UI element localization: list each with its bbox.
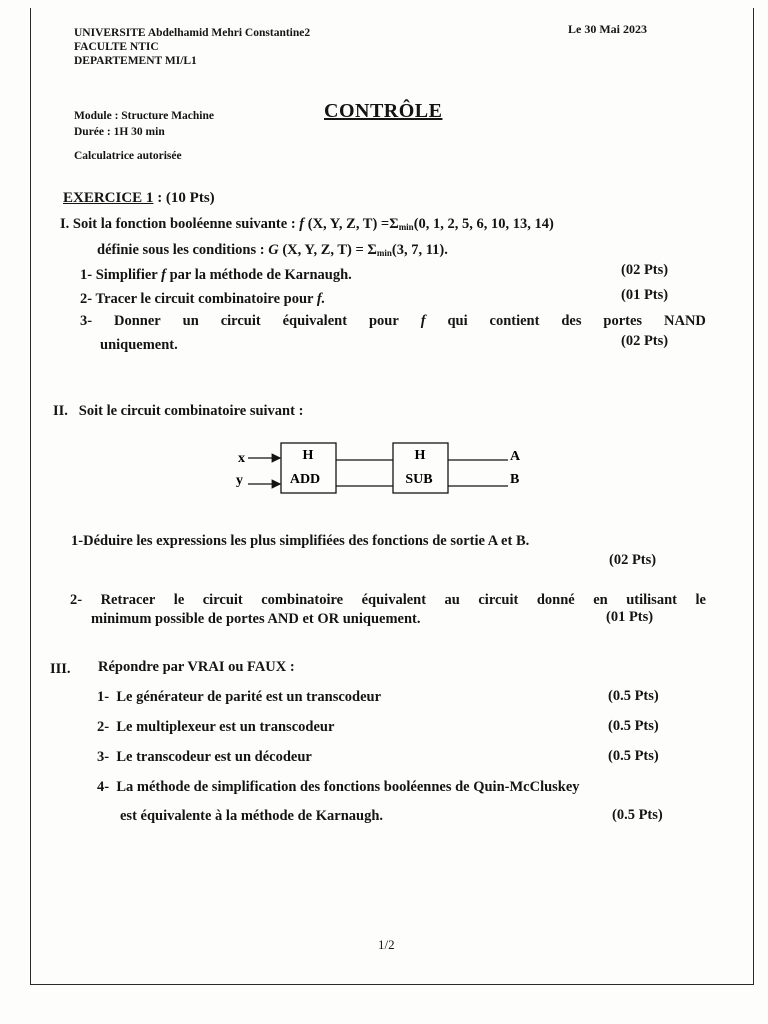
question-word: équivalent bbox=[282, 313, 348, 329]
output-a-label: A bbox=[510, 449, 521, 464]
question-text-rest: par la méthode de Karnaugh. bbox=[169, 267, 352, 283]
output-b-label: B bbox=[510, 472, 520, 487]
part1-statement bbox=[60, 216, 554, 233]
faculty-name: FACULTE NTIC bbox=[74, 41, 159, 53]
part2-question-2 bbox=[70, 592, 706, 609]
item-number: 1- bbox=[97, 689, 110, 705]
part2-question-1 bbox=[71, 533, 529, 550]
part1-question-1-points: (02 Pts) bbox=[621, 262, 669, 278]
circuit-diagram bbox=[230, 438, 530, 500]
part1-question-1 bbox=[80, 267, 352, 284]
half-adder-label-top: H bbox=[302, 448, 314, 463]
part3-number: III. bbox=[50, 661, 71, 677]
function-f: f bbox=[161, 267, 166, 283]
question-word: circuit bbox=[220, 313, 261, 329]
question-word: un bbox=[182, 313, 199, 329]
question-word: Donner bbox=[114, 313, 161, 329]
min-subscript: min bbox=[376, 248, 392, 258]
function-f: f bbox=[420, 313, 426, 329]
item-number: 3- bbox=[97, 749, 110, 765]
calculator-note: Calculatrice autorisée bbox=[74, 150, 182, 162]
function-g: G bbox=[268, 242, 279, 258]
half-adder-label-bottom: ADD bbox=[289, 472, 321, 487]
question-word: Retracer bbox=[100, 592, 156, 608]
part1-question-3-points: (02 Pts) bbox=[621, 333, 669, 349]
min-subscript: min bbox=[398, 222, 414, 232]
input-x-label: x bbox=[238, 451, 245, 466]
question-number: 3- bbox=[80, 313, 93, 329]
item-points: (0.5 Pts) bbox=[608, 748, 659, 764]
half-subtractor-label-bottom: SUB bbox=[405, 472, 433, 487]
item-number: 2- bbox=[97, 719, 110, 735]
function-f: f. bbox=[316, 291, 326, 307]
part2-intro: Soit le circuit combinatoire suivant : bbox=[78, 403, 304, 419]
department-name: DEPARTEMENT MI/L1 bbox=[74, 55, 197, 67]
input-y-label: y bbox=[236, 473, 243, 488]
sigma-symbol: Σ bbox=[389, 216, 399, 232]
half-subtractor-label-top: H bbox=[414, 448, 426, 463]
exam-duration: Durée : 1H 30 min bbox=[74, 126, 165, 138]
function-f-args: (X, Y, Z, T) = bbox=[307, 216, 390, 232]
module-name: Module : Structure Machine bbox=[74, 110, 215, 122]
true-false-item bbox=[97, 779, 580, 796]
exercise-points: : (10 Pts) bbox=[157, 190, 215, 206]
item-points: (0.5 Pts) bbox=[612, 807, 663, 823]
function-g-minterms: (3, 7, 11). bbox=[391, 242, 448, 258]
question-word: NAND bbox=[664, 313, 706, 329]
question-word: le bbox=[173, 592, 185, 608]
question-word: utilisant bbox=[626, 592, 677, 608]
function-f-minterms: (0, 1, 2, 5, 6, 10, 13, 14) bbox=[413, 216, 554, 232]
part2-statement bbox=[53, 403, 303, 420]
function-f: f bbox=[299, 216, 305, 232]
question-text: Déduire les expressions les plus simplifiées des fonctions de sortie A et B. bbox=[83, 533, 530, 549]
question-word: équivalent bbox=[361, 592, 427, 608]
part1-question-3-line2: uniquement. bbox=[100, 337, 178, 353]
part1-conditions bbox=[97, 242, 448, 259]
question-word: circuit bbox=[478, 592, 519, 608]
exam-date: Le 30 Mai 2023 bbox=[568, 22, 647, 36]
item-number: 4- bbox=[97, 779, 110, 795]
question-word: donné bbox=[536, 592, 575, 608]
exercise-label: EXERCICE 1 bbox=[63, 190, 154, 206]
exercise-heading bbox=[63, 190, 215, 207]
question-word: contient bbox=[489, 313, 540, 329]
part1-intro: Soit la fonction booléenne suivante : bbox=[72, 216, 296, 232]
item-text: La méthode de simplification des fonctions booléennes de Quin-McCluskey bbox=[116, 779, 580, 795]
part1-question-2-points: (01 Pts) bbox=[621, 287, 669, 303]
part1-question-3 bbox=[80, 313, 706, 330]
conditions-text: définie sous les conditions : bbox=[97, 242, 265, 258]
question-word: pour bbox=[368, 313, 399, 329]
part2-number: II. bbox=[53, 403, 68, 419]
question-number: 2- bbox=[80, 291, 93, 307]
question-word: au bbox=[444, 592, 460, 608]
question-word: en bbox=[593, 592, 608, 608]
question-number: 1- bbox=[80, 267, 93, 283]
part3-intro: Répondre par VRAI ou FAUX : bbox=[98, 659, 295, 675]
question-text: Tracer le circuit combinatoire pour bbox=[95, 291, 314, 307]
function-g-args: (X, Y, Z, T) = bbox=[282, 242, 364, 258]
item-text: Le multiplexeur est un transcodeur bbox=[116, 719, 335, 735]
item-text: Le transcodeur est un décodeur bbox=[116, 749, 312, 765]
page-number: 1/2 bbox=[378, 937, 395, 952]
true-false-item bbox=[97, 689, 381, 706]
question-word: portes bbox=[603, 313, 643, 329]
part2-question-2-line2: minimum possible de portes AND et OR uniquement. bbox=[91, 611, 421, 627]
part1-number: I. bbox=[60, 216, 70, 232]
question-word: circuit bbox=[202, 592, 243, 608]
question-word: des bbox=[561, 313, 582, 329]
item-points: (0.5 Pts) bbox=[608, 718, 659, 734]
question-word: combinatoire bbox=[261, 592, 344, 608]
true-false-item bbox=[97, 749, 312, 766]
true-false-item bbox=[97, 719, 334, 736]
true-false-item-line2: est équivalente à la méthode de Karnaugh. bbox=[120, 808, 384, 824]
sigma-symbol: Σ bbox=[367, 242, 377, 258]
question-number: 1- bbox=[71, 533, 84, 549]
question-text: Simplifier bbox=[95, 267, 158, 283]
question-number: 2- bbox=[70, 592, 83, 608]
part2-question-1-points: (02 Pts) bbox=[609, 552, 657, 568]
page-title: CONTRÔLE bbox=[324, 100, 443, 122]
question-word: qui bbox=[447, 313, 468, 329]
question-word: le bbox=[695, 592, 706, 608]
part1-question-2 bbox=[80, 291, 325, 308]
university-name: UNIVERSITE Abdelhamid Mehri Constantine2 bbox=[74, 27, 311, 39]
part2-question-2-points: (01 Pts) bbox=[606, 609, 654, 625]
item-text: Le générateur de parité est un transcodeur bbox=[116, 689, 382, 705]
item-points: (0.5 Pts) bbox=[608, 688, 659, 704]
